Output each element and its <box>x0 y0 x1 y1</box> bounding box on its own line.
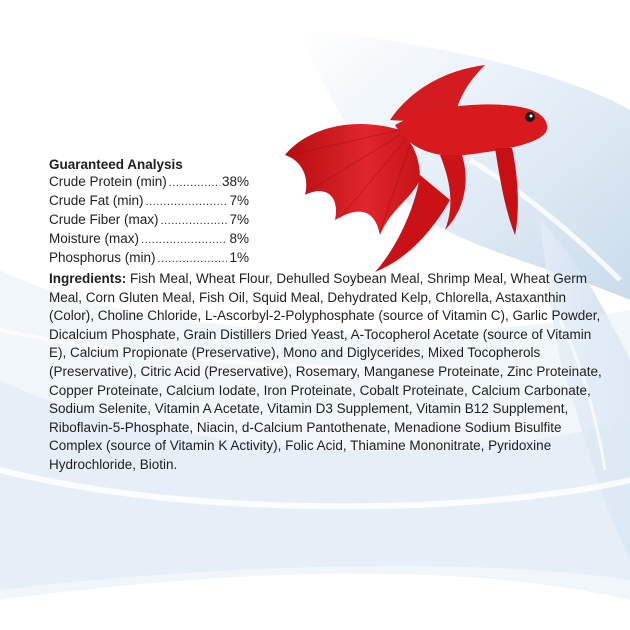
analysis-title: Guaranteed Analysis <box>49 157 183 172</box>
leader-dots <box>161 213 228 230</box>
analysis-value: 1% <box>229 250 249 265</box>
leader-dots <box>146 194 228 211</box>
analysis-value: 7% <box>229 212 249 227</box>
ingredients-paragraph <box>49 270 609 475</box>
leader-dots <box>158 251 228 268</box>
analysis-row-crude-protein <box>49 173 249 192</box>
analysis-value: 8% <box>229 231 249 246</box>
analysis-row-crude-fat <box>49 192 249 211</box>
analysis-label: Crude Fat (min) <box>49 193 144 208</box>
leader-dots <box>169 175 220 192</box>
analysis-value: 38% <box>221 174 249 189</box>
analysis-label: Crude Fiber (max) <box>49 212 159 227</box>
ingredients-text: Fish Meal, Wheat Flour, Dehulled Soybean Meal, Shrimp Meal, Wheat Germ Meal, Corn Gluten Meal, Fish Oil, Squid Meal, Dehydrated Kelp, Chlorella, Astaxanthin (Color), Choline Chloride, L-Ascorbyl-2-Polyphosphate (source of Vitamin C), Garlic Powder, Dicalcium Phosphate, Grain Distillers Dried Yeast, A-Tocopherol Acetate (source of Vitamin E), Calcium Propionate (Preservative), Mono and Diglycerides, Mixed Tocopherols (Preservative), Citric Acid (Preservative), Rosemary, Manganese Proteinate, Zinc Proteinate, Copper Proteinate, Calcium Iodate, Iron Proteinate, Cobalt Proteinate, Calcium Carbonate, Sodium Selenite, Vitamin A Acetate, Vitamin D3 Supplement, Vitamin B12 Supplement, Riboflavin-5-Phosphate, Niacin, d-Calcium Pantothenate, Menadione Sodium Bisulfite Complex (source of Vitamin K Activity), Folic Acid, Thiamine Mononitrate, Pyridoxine Hydrochloride, Biotin. <box>49 271 602 472</box>
ingredients-label: Ingredients: <box>49 271 127 286</box>
betta-fish-image <box>280 60 570 275</box>
analysis-row-phosphorus <box>49 249 249 268</box>
analysis-label: Phosphorus (min) <box>49 250 156 265</box>
analysis-row-crude-fiber <box>49 211 249 230</box>
analysis-label: Crude Protein (min) <box>49 174 167 189</box>
analysis-row-moisture <box>49 230 249 249</box>
analysis-value: 7% <box>229 193 249 208</box>
analysis-label: Moisture (max) <box>49 231 140 246</box>
leader-dots <box>141 232 227 249</box>
guaranteed-analysis <box>49 156 249 268</box>
